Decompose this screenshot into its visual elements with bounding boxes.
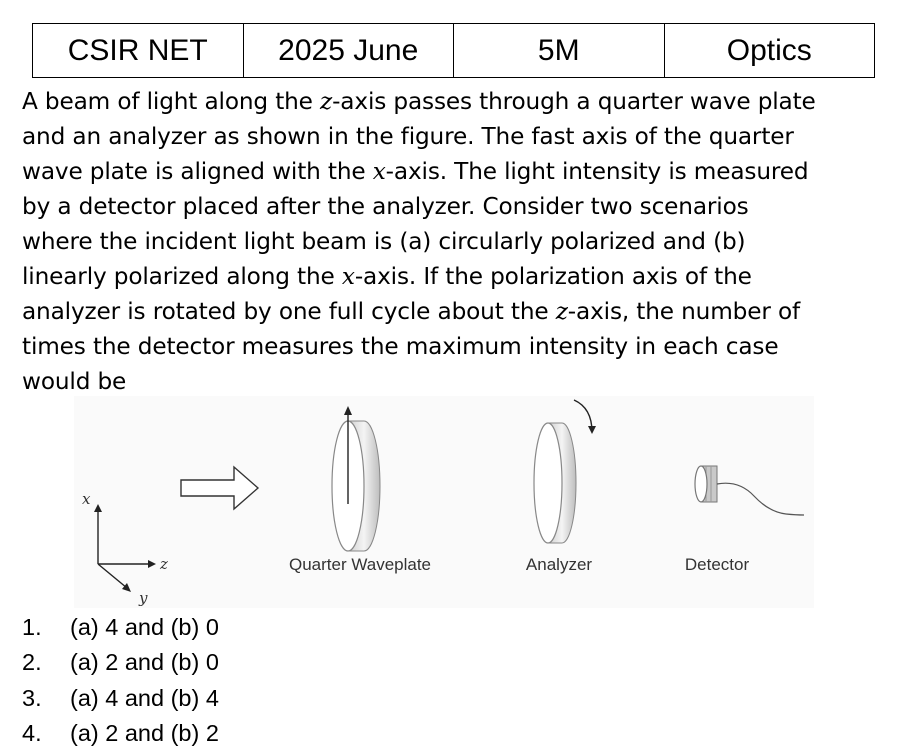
option-text: (a) 4 and (b) 4	[70, 684, 219, 711]
question-line: by a detector placed after the analyzer. Consider two scenarios	[22, 193, 749, 220]
question-line: where the incident light beam is (a) circularly polarized and (b)	[22, 228, 746, 255]
header-cell-session: 2025 June	[243, 24, 454, 78]
option-text: (a) 4 and (b) 0	[70, 614, 219, 640]
option-number: 3.	[22, 684, 42, 711]
option-number: 2.	[22, 649, 42, 676]
question-line: A beam of light along the z-axis passes through a quarter wave plate	[22, 88, 816, 115]
option-1[interactable]	[22, 610, 219, 645]
header-table	[32, 23, 875, 78]
y-axis-label: y	[139, 589, 148, 607]
analyzer-label: Analyzer	[525, 555, 593, 574]
z-axis-label: z	[160, 555, 168, 573]
question-line: and an analyzer as shown in the figure. The fast axis of the quarter	[22, 123, 794, 150]
option-4[interactable]	[22, 716, 219, 751]
setup-figure	[74, 396, 814, 608]
option-number: 1.	[22, 614, 42, 640]
header-cell-marks: 5M	[454, 24, 665, 78]
question-line: linearly polarized along the x-axis. If the polarization axis of the	[22, 263, 752, 290]
option-number: 4.	[22, 719, 42, 746]
question-text	[22, 84, 892, 399]
waveplate-label: Quarter Waveplate	[288, 555, 432, 574]
analyzer-shape	[534, 423, 576, 543]
option-text: (a) 2 and (b) 0	[70, 649, 219, 676]
answer-options	[22, 610, 219, 751]
header-cell-subject: Optics	[664, 24, 875, 78]
option-text: (a) 2 and (b) 2	[70, 719, 219, 746]
question-line: would be	[22, 368, 127, 395]
option-3[interactable]	[22, 681, 219, 716]
header-row	[33, 24, 875, 78]
question-line: analyzer is rotated by one full cycle about the z-axis, the number of	[22, 298, 801, 325]
question-line: wave plate is aligned with the x-axis. The light intensity is measured	[22, 158, 809, 185]
detector-label: Detector	[684, 555, 750, 574]
question-line: times the detector measures the maximum intensity in each case	[22, 333, 779, 360]
option-2[interactable]	[22, 645, 219, 680]
header-cell-exam: CSIR NET	[33, 24, 244, 78]
x-axis-label: x	[82, 490, 91, 508]
